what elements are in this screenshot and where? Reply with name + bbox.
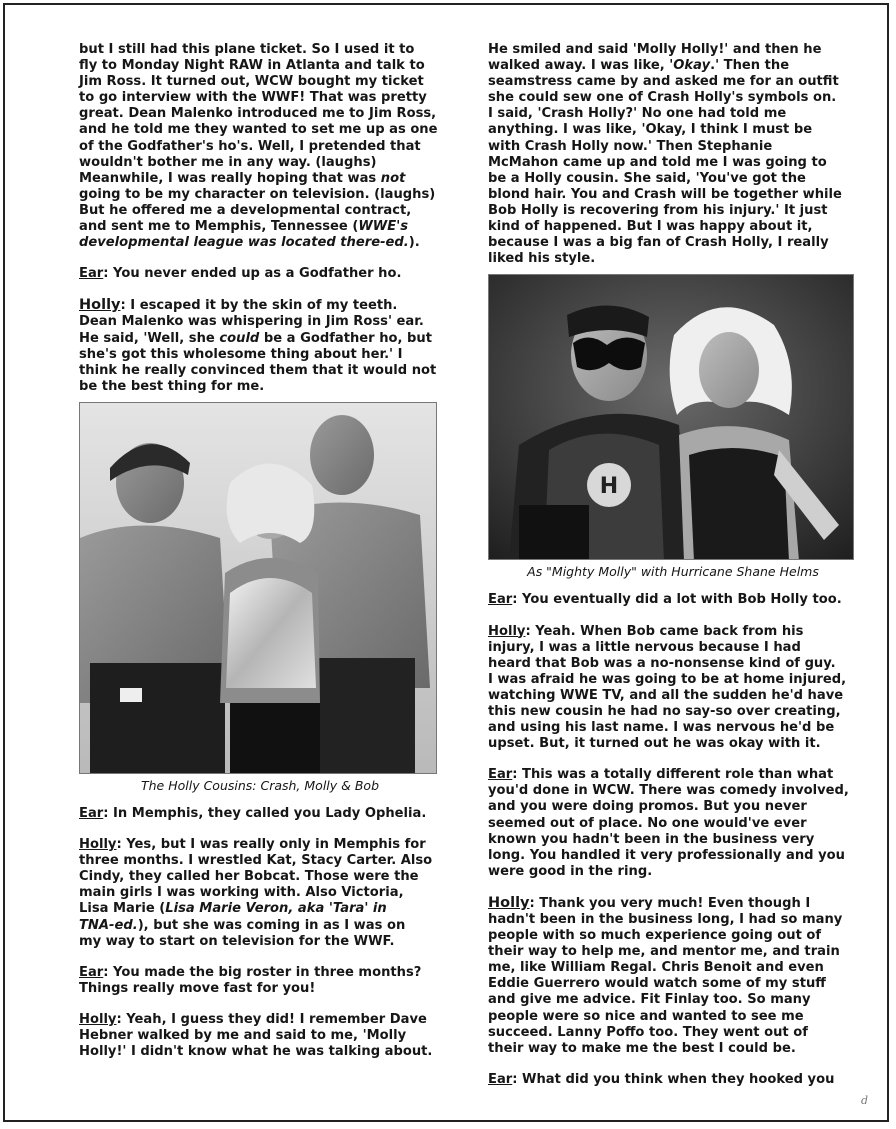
paragraph-holly-memphis: Holly: Yes, but I was really only in Memphis for three months. I wrestled Kat, Stacy Carter. Also Cindy, they called her Bobcat. Those were the main girls I was working with. Also Victoria, Lisa Marie (Lisa Marie Veron, aka 'Tara' in TNA-ed.), but she was coming in as I was on my way to start on television for the WWF. <box>79 837 433 949</box>
paragraph-ear-bob: Ear: You eventually did a lot with Bob Holly too. <box>488 592 842 608</box>
speaker-label: Holly <box>79 837 117 853</box>
left-column <box>79 42 441 1075</box>
paragraph-holly-thanks: Holly: Thank you very much! Even though I hadn't been in the business long, I had so many people with so much experience going out of their way to help me, and mentor me, and train me, like William Regal. Chris Benoit and even Eddie Guerrero would watch some of my stuff and give me advice. Fit Finlay too. So many people were so nice and wanted to see me succeed. Lanny Poffo too. They went out of their way to make me the best I could be. <box>488 894 843 1056</box>
speaker-label: Holly <box>79 1011 117 1027</box>
speaker-label: Ear <box>488 1071 513 1087</box>
speaker-label: Ear <box>488 767 513 783</box>
paragraph-ear-godfather: Ear: You never ended up as a Godfather ho. <box>79 266 402 282</box>
paragraph-ear-memphis: Ear: In Memphis, they called you Lady Ophelia. <box>79 805 427 821</box>
speaker-label: Holly <box>488 623 526 639</box>
speaker-label: Ear <box>79 266 104 282</box>
paragraph-holly-bob: Holly: Yeah. When Bob came back from his injury, I was a little nervous because I had heard that Bob was a no-nonsense kind of guy. I was afraid he was going to be at home injured, watching WWE TV, and all the sudden he'd have this new cousin he had no say-so over creating, and using his last name. I was nervous he'd be upset. But, it turned out he was okay with it. <box>488 623 847 752</box>
photo-mighty-molly <box>488 274 854 560</box>
right-column <box>488 42 858 1103</box>
photo-caption: As "Mighty Molly" with Hurricane Shane Helms <box>527 564 819 580</box>
speaker-label: Ear <box>79 805 104 821</box>
paragraph-holly-hebner: Holly: Yeah, I guess they did! I remember Dave Hebner walked by me and said to me, 'Molly Holly!' I didn't know what he was talking about. <box>79 1011 433 1060</box>
paragraph-ear-roster: Ear: You made the big roster in three months? Things really move fast for you! <box>79 964 422 996</box>
speaker-label: Holly <box>488 894 530 911</box>
svg-text:H: H <box>599 474 619 500</box>
speaker-label: Holly <box>79 297 121 314</box>
paragraph-intro: but I still had this plane ticket. So I used it to fly to Monday Night RAW in Atlanta and talk to Jim Ross. It turned out, WCW bought my ticket to go interview with the WWF! That was pretty great. Dean Malenko introduced me to Jim Ross, and he told me they wanted to set me up as one of the Godfather's ho's. Well, I pretended that wouldn't bother me in any way. (laughs) Meanwhile, I was really hoping that was not going to be my character on television. (laughs) But he offered me a developmental contract, and sent me to Memphis, Tennessee (WWE's developmental league was located there-ed.). <box>79 42 438 251</box>
paragraph-holly-escaped: Holly: I escaped it by the skin of my teeth. Dean Malenko was whispering in Jim Ross' ear. He said, 'Well, she could be a Godfather ho, but she's got this wholesome thing about her.' I think he really convinced them that it would not be the best thing for me. <box>79 297 437 394</box>
speaker-label: Ear <box>488 592 513 608</box>
paragraph-ear-role: Ear: This was a totally different role than what you'd done in WCW. There was comedy involved, and you were doing promos. But you never seemed out of place. No one would've ever known you hadn't been in the business very long. You handled it very professionally and you were good in the ring. <box>488 767 849 879</box>
paragraph-ear-hooked: Ear: What did you think when they hooked you <box>488 1071 835 1087</box>
photo-holly-cousins-image <box>80 403 437 774</box>
photo-mighty-molly-image <box>489 275 854 560</box>
page-corner-mark: d <box>860 1094 868 1107</box>
speaker-label: Ear <box>79 964 104 980</box>
paragraph-molly-holly: He smiled and said 'Molly Holly!' and then he walked away. I was like, 'Okay.' Then the seamstress came by and asked me for an outfit she could sew one of Crash Holly's symbols on. I said, 'Crash Holly?' No one had told me anything. I was like, 'Okay, I think I must be with Crash Holly now.' Then Stephanie McMahon came up and told me I was going to be a Holly cousin. She said, 'You've got the blond hair. You and Crash will be together while Bob Holly is recovering from his injury.' It just kind of happened. But I was happy about it, because I was a big fan of Crash Holly, I really liked his style. <box>488 42 842 267</box>
photo-caption: The Holly Cousins: Crash, Molly & Bob <box>140 777 380 793</box>
photo-holly-cousins <box>79 402 437 774</box>
